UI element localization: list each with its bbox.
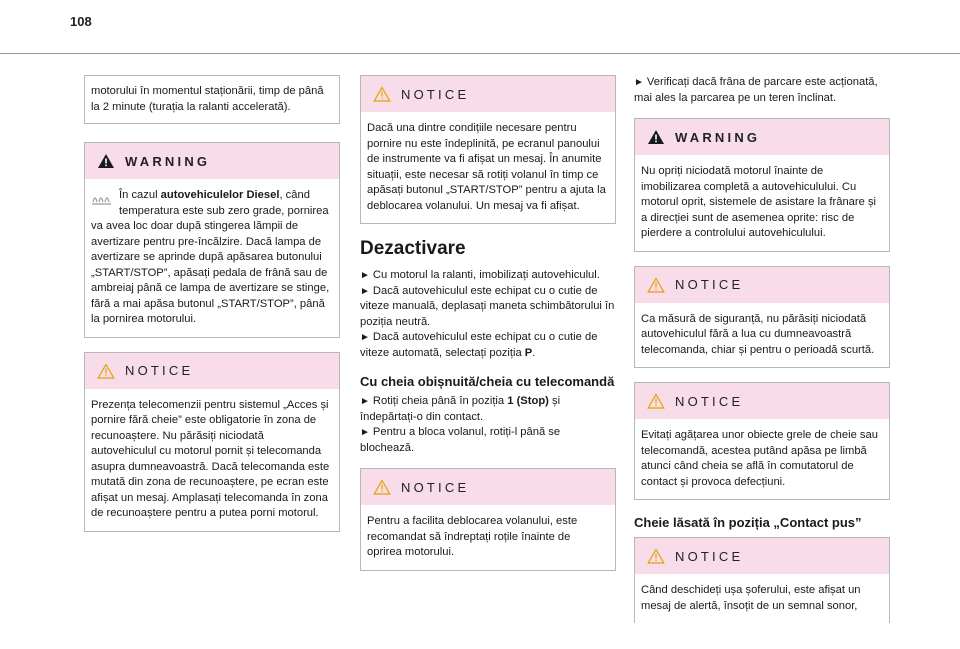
notice-title: NOTICE [675, 393, 744, 409]
notice-box-header [85, 353, 339, 389]
column-1 [84, 75, 340, 546]
warning-body: Nu opriți niciodată motorul înainte de imobilizarea completă a autovehiculului. Cu motorul oprit, sistemele de asistare la frânare și a direcției sunt de asemenea oprite: risc de pierdere a controlului autovehiculului. [641, 165, 877, 239]
list-item: ► Verificați dacă frâna de parcare este acționată, mai ales la parcarea pe un teren înclinat. [634, 76, 878, 104]
warning-box-header [635, 119, 889, 155]
notice-box-header [635, 538, 889, 574]
notice-title: NOTICE [675, 277, 744, 292]
list-item: ► Dacă autovehiculul este echipat cu o cutie de viteze manuală, deplasați maneta schimbătorului în poziția neutră. [360, 284, 615, 328]
warning-filled-triangle-icon [97, 153, 115, 169]
arrow-bullet-icon: ► [360, 427, 370, 438]
warning-box-engine-stop [634, 118, 890, 252]
arrow-bullet-icon: ► [634, 77, 644, 88]
warning-bold: autovehiculelor Diesel [160, 189, 280, 201]
warning-body [85, 179, 339, 337]
warning-filled-triangle-icon [647, 129, 665, 145]
sub-title-key: Cu cheia obișnuită/cheia cu telecomandă [360, 374, 615, 389]
warning-box-diesel [84, 142, 340, 338]
notice-body: Prezența telecomenzii pentru sistemul „Acces și pornire fără cheie” este obligatorie în zona de recunoaștere. Nu părăsiți niciodată autovehiculul cu motorul pornit și telecomanda asupra dumneavoastră. Dacă telecomanda este mutată din zona de recunoaștere, pe ecran este afișat un mesaj. Amplasați telecomanda în zona de recunoaștere pentru a putea porni motorul. [91, 398, 330, 519]
key-steps [360, 394, 616, 456]
notice-title: NOTICE [675, 548, 744, 564]
notice-outline-triangle-icon [97, 363, 115, 379]
preheat-coil-icon [91, 192, 113, 206]
notice-outline-triangle-icon [373, 86, 391, 102]
warning-prefix: În cazul [119, 189, 161, 201]
page-number: 108 [70, 14, 92, 29]
deactivation-steps [360, 268, 616, 361]
column-3 [634, 75, 890, 637]
notice-box-start-conditions [360, 75, 616, 224]
notice-title: NOTICE [401, 479, 470, 495]
list-item: ► Cu motorul la ralanti, imobilizați autovehiculul. [360, 269, 600, 281]
list-item: ► Rotiți cheia până în poziția 1 (Stop) și îndepărtați-o din contact. [360, 395, 561, 423]
notice-box-keyless [84, 352, 340, 532]
notice-box-header [361, 76, 615, 112]
notice-body: Dacă una dintre condițiile necesare pentru pornire nu este îndeplinită, pe ecranul panoului de instrumente va fi afișat un mesaj. În anumite situații, este necesar să rotiți volanul în timp ce apăsați butonul „START/STOP” pentru a ajuta la deblocarea volanului. Un mesaj va fi afișat. [367, 122, 606, 212]
notice-body: Ca măsură de siguranță, nu părăsiți niciodată autovehiculul fără a lua cu dumneavoastră telecomanda, chiar și pentru o perioadă scurtă. [641, 312, 875, 356]
notice-box-door-alert [634, 537, 890, 623]
warning-rest: , când temperatura este sub zero grade, pornirea va avea loc doar după stingerea lămpii de avertizare pentru pre-încălzire. Dacă lampa de avertizare se aprinde după apăsarea butonului „START/STOP”, apăsați pedala de frână sau de ambreiaj până ce lampa de avertizare se stinge, fără a mai apăsa butonul „START/STOP”, până la pornirea motorului. [91, 189, 330, 325]
parking-brake-step [634, 75, 890, 106]
notice-body: Când deschideți ușa șoferului, este afișat un mesaj de alertă, însoțit de un semnal sonor, [641, 584, 861, 612]
arrow-bullet-icon: ► [360, 270, 370, 281]
column-2 [360, 75, 616, 585]
arrow-bullet-icon: ► [360, 332, 370, 343]
arrow-bullet-icon: ► [360, 285, 370, 297]
list-item: ► Dacă autovehiculul este echipat cu o cutie de viteze automată, selectați poziția P. [360, 331, 598, 359]
header-rule [0, 53, 960, 54]
notice-body: Pentru a facilita deblocarea volanului, este recomandat să îndreptați roțile înainte de oprirea motorului. [367, 515, 578, 558]
list-item: ► Pentru a bloca volanul, rotiți-l până se blochează. [360, 426, 561, 454]
notice-box-remote [634, 266, 890, 369]
notice-box-header [635, 267, 889, 303]
sub-title-key-left-on: Cheie lăsată în poziția „Contact pus” [634, 515, 862, 530]
notice-outline-triangle-icon [647, 548, 665, 564]
intro-box [84, 75, 340, 124]
notice-title: NOTICE [401, 86, 470, 102]
warning-box-header [85, 143, 339, 179]
notice-body: Evitați agățarea unor obiecte grele de cheie sau telecomandă, acestea putând apăsa pe limbă atunci când cheia se află în comutatorul de contact și provoca defecțiuni. [641, 429, 878, 488]
notice-outline-triangle-icon [647, 277, 665, 293]
notice-box-heavy-objects [634, 382, 890, 500]
notice-box-steering [360, 468, 616, 571]
notice-box-header [635, 383, 889, 419]
notice-title: NOTICE [125, 363, 194, 378]
arrow-bullet-icon: ► [360, 396, 370, 407]
notice-outline-triangle-icon [647, 393, 665, 409]
section-title-dezactivare: Dezactivare [360, 238, 466, 259]
notice-outline-triangle-icon [373, 479, 391, 495]
intro-text: motorului în momentul staționării, timp de până la 2 minute (turația la ralanti accelerată). [91, 85, 324, 113]
notice-box-header [361, 469, 615, 505]
warning-title: WARNING [125, 153, 211, 169]
warning-title: WARNING [675, 129, 761, 145]
